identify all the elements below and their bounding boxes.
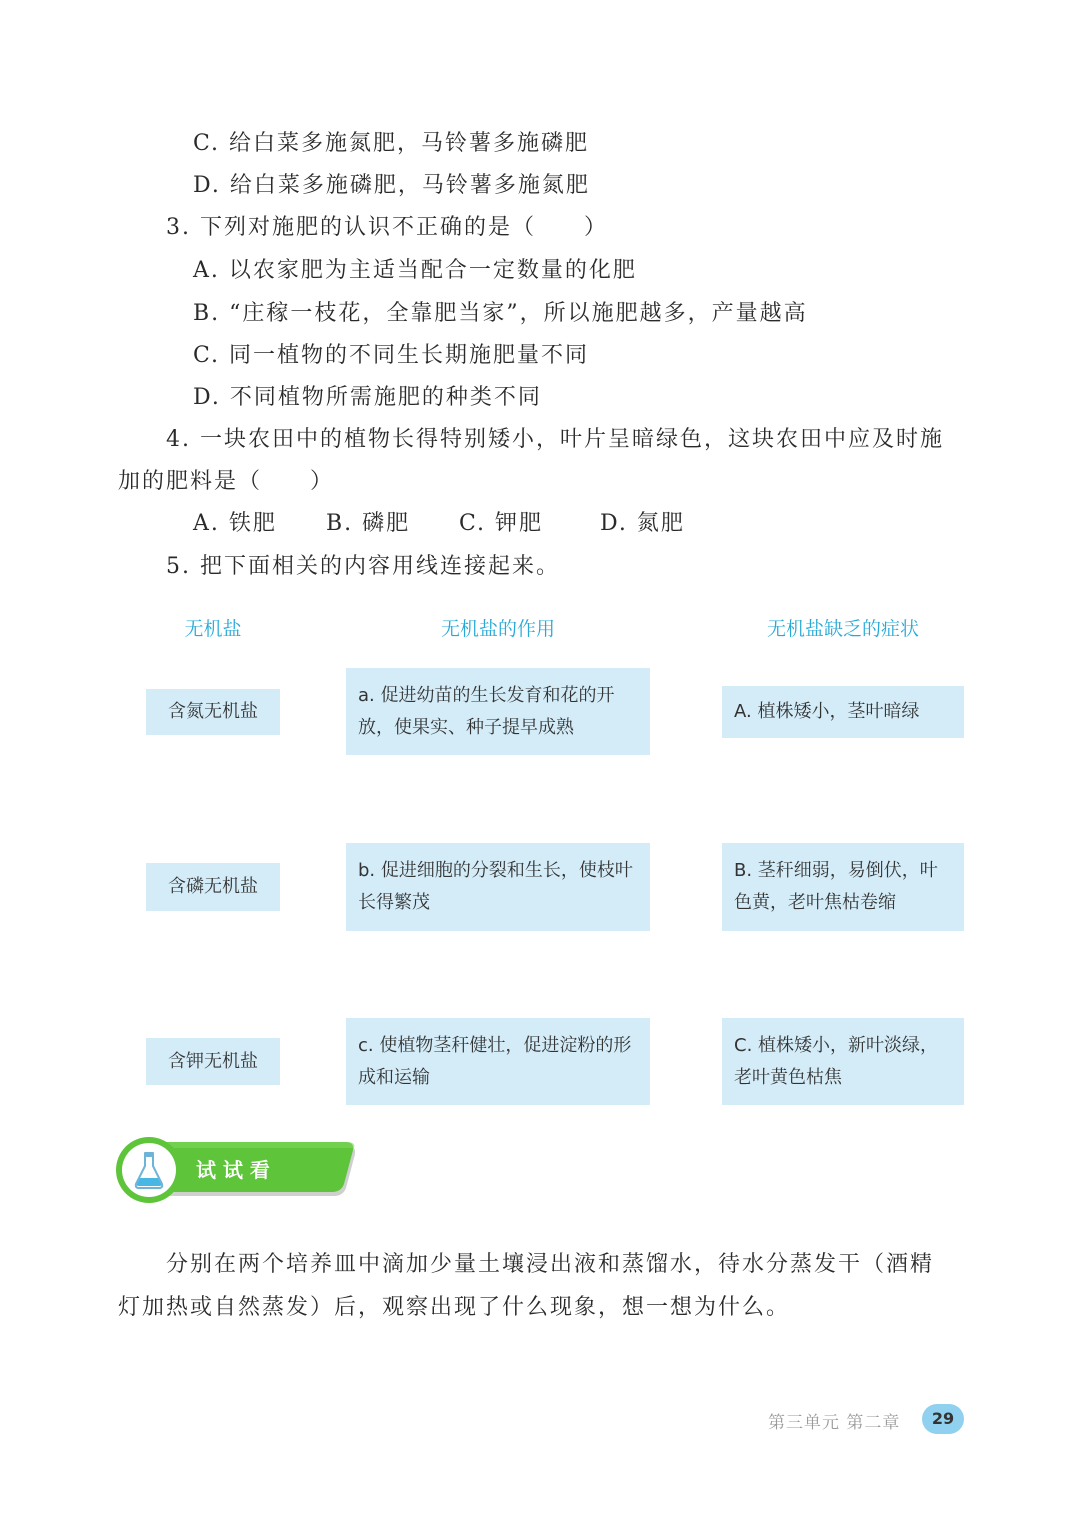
q4-option-b: B. 磷肥 [326,511,411,536]
q5-stem: 5. 把下面相关的内容用线连接起来。 [166,554,560,579]
symptom-text: B. 茎秆细弱，易倒伏，叶色黄，老叶焦枯卷缩 [734,860,938,913]
salt-label: 含磷无机盐 [168,876,258,897]
salt-box-potassium [146,1038,280,1085]
page-number: 29 [922,1404,964,1434]
footer-chapter: 第三单元 第二章 [768,1413,901,1433]
salt-label: 含氮无机盐 [168,701,258,722]
header-salt: 无机盐 [184,618,242,640]
salt-box-phosphorus [146,863,280,911]
symptom-box-a [722,686,964,738]
q3-option-a: A. 以农家肥为主适当配合一定数量的化肥 [193,258,637,283]
salt-box-nitrogen [146,689,280,735]
symptom-box-b [722,843,964,931]
q3-option-c: C. 同一植物的不同生长期施肥量不同 [193,343,590,368]
symptom-text: A. 植株矮小，茎叶暗绿 [734,701,920,722]
try-it-text-line1: 分别在两个培养皿中滴加少量土壤浸出液和蒸馏水，待水分蒸发干（酒精 [166,1252,935,1277]
q4-option-c: C. 钾肥 [459,511,544,536]
q3-stem: 3. 下列对施肥的认识不正确的是（ ） [166,215,608,240]
function-text: a. 促进幼苗的生长发育和花的开放，使果实、种子提早成熟 [358,684,615,738]
salt-label: 含钾无机盐 [168,1050,258,1072]
symptom-box-c [722,1018,964,1105]
try-it-banner [116,1136,361,1206]
q4-stem-line1: 4. 一块农田中的植物长得特别矮小，叶片呈暗绿色，这块农田中应及时施 [166,427,944,452]
q3-option-b: B. “庄稼一枝花，全靠肥当家”，所以施肥越多，产量越高 [193,301,808,326]
q3-option-d: D. 不同植物所需施肥的种类不同 [193,385,542,410]
q2-option-c: C. 给白菜多施氮肥，马铃薯多施磷肥 [193,131,590,156]
q2-option-d: D. 给白菜多施磷肥，马铃薯多施氮肥 [193,173,590,198]
header-function: 无机盐的作用 [440,618,555,640]
q4-stem-line2: 加的肥料是（ ） [118,469,335,494]
header-symptom: 无机盐缺乏的症状 [766,618,919,640]
function-text: b. 促进细胞的分裂和生长，使枝叶长得繁茂 [358,860,633,913]
try-it-text-line2: 灯加热或自然蒸发）后，观察出现了什么现象，想一想为什么。 [118,1295,791,1320]
function-box-a [346,668,650,755]
q4-option-d: D. 氮肥 [600,511,685,536]
function-box-b [346,843,650,931]
try-it-title: 试 试 看 [196,1158,270,1182]
q4-option-a: A. 铁肥 [193,511,277,536]
function-text: c. 使植物茎秆健壮，促进淀粉的形成和运输 [358,1034,632,1088]
function-box-c [346,1018,650,1105]
symptom-text: C. 植株矮小，新叶淡绿，老叶黄色枯焦 [734,1034,939,1088]
